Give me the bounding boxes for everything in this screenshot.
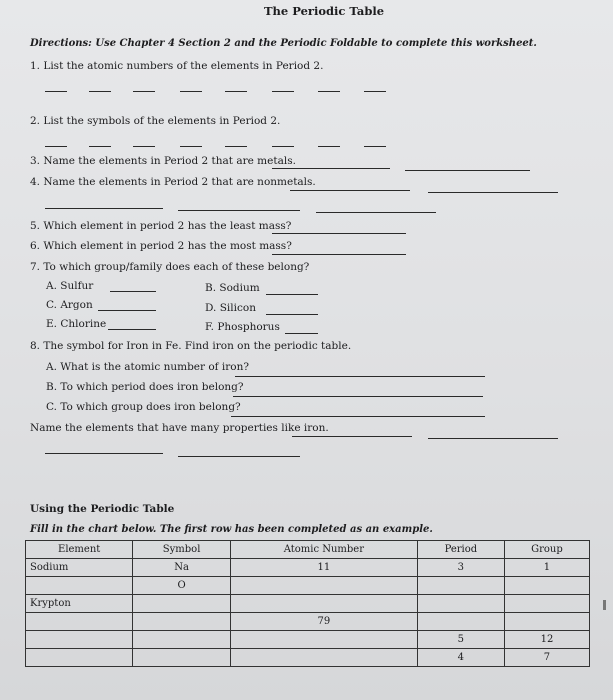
header-period: Period bbox=[417, 541, 504, 559]
table-row bbox=[26, 559, 590, 577]
answer-blank bbox=[290, 190, 410, 191]
answer-blank bbox=[272, 233, 406, 234]
cell-symbol bbox=[133, 631, 231, 649]
answer-blank bbox=[318, 146, 340, 147]
q8-item-c: C. To which group does iron belong? bbox=[46, 401, 241, 413]
cell-element bbox=[26, 649, 133, 667]
answer-blank bbox=[364, 146, 386, 147]
cell-element bbox=[26, 631, 133, 649]
question-5: 5. Which element in period 2 has the least mass? bbox=[30, 220, 292, 232]
question-1: 1. List the atomic numbers of the elements in Period 2. bbox=[30, 60, 324, 72]
table-row bbox=[26, 595, 590, 613]
q8-item-a: A. What is the atomic number of iron? bbox=[46, 361, 249, 373]
q7-item-f: F. Phosphorus bbox=[205, 321, 280, 333]
q7-item-e: E. Chlorine bbox=[46, 318, 107, 330]
answer-blank bbox=[45, 208, 163, 209]
cell-atomic-number: 79 bbox=[230, 613, 417, 631]
cell-atomic-number bbox=[230, 595, 417, 613]
answer-blank bbox=[292, 436, 412, 437]
cell-symbol bbox=[133, 649, 231, 667]
cell-group: 7 bbox=[504, 649, 589, 667]
answer-blank bbox=[110, 291, 156, 292]
question-6: 6. Which element in period 2 has the most mass? bbox=[30, 240, 292, 252]
cell-symbol: O bbox=[133, 577, 231, 595]
cell-period bbox=[417, 595, 504, 613]
answer-blank bbox=[89, 146, 111, 147]
answer-blank bbox=[266, 294, 318, 295]
question-8: 8. The symbol for Iron in Fe. Find iron on the periodic table. bbox=[30, 340, 352, 352]
cell-atomic-number bbox=[230, 577, 417, 595]
answer-blank bbox=[89, 91, 111, 92]
cell-element: Sodium bbox=[26, 559, 133, 577]
answer-blank bbox=[231, 416, 485, 417]
header-symbol: Symbol bbox=[133, 541, 231, 559]
question-7: 7. To which group/family does each of these belong? bbox=[30, 261, 310, 273]
cell-element bbox=[26, 577, 133, 595]
question-2: 2. List the symbols of the elements in Period 2. bbox=[30, 115, 281, 127]
answer-blank bbox=[272, 168, 390, 169]
cell-symbol bbox=[133, 595, 231, 613]
table-row bbox=[26, 649, 590, 667]
answer-blank bbox=[133, 146, 155, 147]
answer-blank bbox=[235, 376, 485, 377]
q7-item-a: A. Sulfur bbox=[46, 280, 94, 292]
cell-element: Krypton bbox=[26, 595, 133, 613]
answer-blank bbox=[272, 91, 294, 92]
cell-period: 4 bbox=[417, 649, 504, 667]
cell-group bbox=[504, 595, 589, 613]
cell-group bbox=[504, 577, 589, 595]
cell-period: 5 bbox=[417, 631, 504, 649]
question-4: 4. Name the elements in Period 2 that are nonmetals. bbox=[30, 176, 316, 188]
q7-item-d: D. Silicon bbox=[205, 302, 256, 314]
binder-mark bbox=[603, 600, 606, 610]
header-element: Element bbox=[26, 541, 133, 559]
answer-blank bbox=[428, 192, 558, 193]
header-group: Group bbox=[504, 541, 589, 559]
answer-blank bbox=[225, 146, 247, 147]
answer-blank bbox=[272, 254, 406, 255]
q8-item-b: B. To which period does iron belong? bbox=[46, 381, 244, 393]
answer-blank bbox=[178, 456, 300, 457]
answer-blank bbox=[180, 91, 202, 92]
answer-blank bbox=[285, 333, 318, 334]
cell-atomic-number bbox=[230, 649, 417, 667]
directions: Directions: Use Chapter 4 Section 2 and the Periodic Foldable to complete this worksheet. bbox=[30, 38, 537, 49]
table-row bbox=[26, 631, 590, 649]
periodic-chart-table bbox=[25, 540, 590, 667]
cell-period: 3 bbox=[417, 559, 504, 577]
answer-blank bbox=[178, 210, 300, 211]
cell-symbol bbox=[133, 613, 231, 631]
answer-blank bbox=[108, 329, 156, 330]
answer-blank bbox=[45, 91, 67, 92]
table-row bbox=[26, 613, 590, 631]
cell-group bbox=[504, 613, 589, 631]
q7-item-b: B. Sodium bbox=[205, 282, 260, 294]
section-instructions: Fill in the chart below. The first row has been completed as an example. bbox=[30, 524, 433, 535]
question-3: 3. Name the elements in Period 2 that are metals. bbox=[30, 155, 296, 167]
q7-item-c: C. Argon bbox=[46, 299, 93, 311]
page-title: The Periodic Table bbox=[264, 4, 385, 18]
answer-blank bbox=[405, 170, 530, 171]
answer-blank bbox=[225, 91, 247, 92]
answer-blank bbox=[266, 314, 318, 315]
answer-blank bbox=[133, 91, 155, 92]
answer-blank bbox=[45, 146, 67, 147]
cell-group: 12 bbox=[504, 631, 589, 649]
answer-blank bbox=[428, 438, 558, 439]
section-heading: Using the Periodic Table bbox=[30, 503, 175, 515]
cell-period bbox=[417, 613, 504, 631]
cell-element bbox=[26, 613, 133, 631]
answer-blank bbox=[316, 212, 436, 213]
answer-blank bbox=[45, 453, 163, 454]
answer-blank bbox=[318, 91, 340, 92]
answer-blank bbox=[233, 396, 483, 397]
answer-blank bbox=[364, 91, 386, 92]
cell-period bbox=[417, 577, 504, 595]
answer-blank bbox=[98, 310, 156, 311]
cell-atomic-number: 11 bbox=[230, 559, 417, 577]
question-9: Name the elements that have many properties like iron. bbox=[30, 422, 329, 434]
header-atomic-number: Atomic Number bbox=[230, 541, 417, 559]
table-header-row bbox=[26, 541, 590, 559]
cell-atomic-number bbox=[230, 631, 417, 649]
answer-blank bbox=[272, 146, 294, 147]
cell-group: 1 bbox=[504, 559, 589, 577]
table-row bbox=[26, 577, 590, 595]
cell-symbol: Na bbox=[133, 559, 231, 577]
answer-blank bbox=[180, 146, 202, 147]
